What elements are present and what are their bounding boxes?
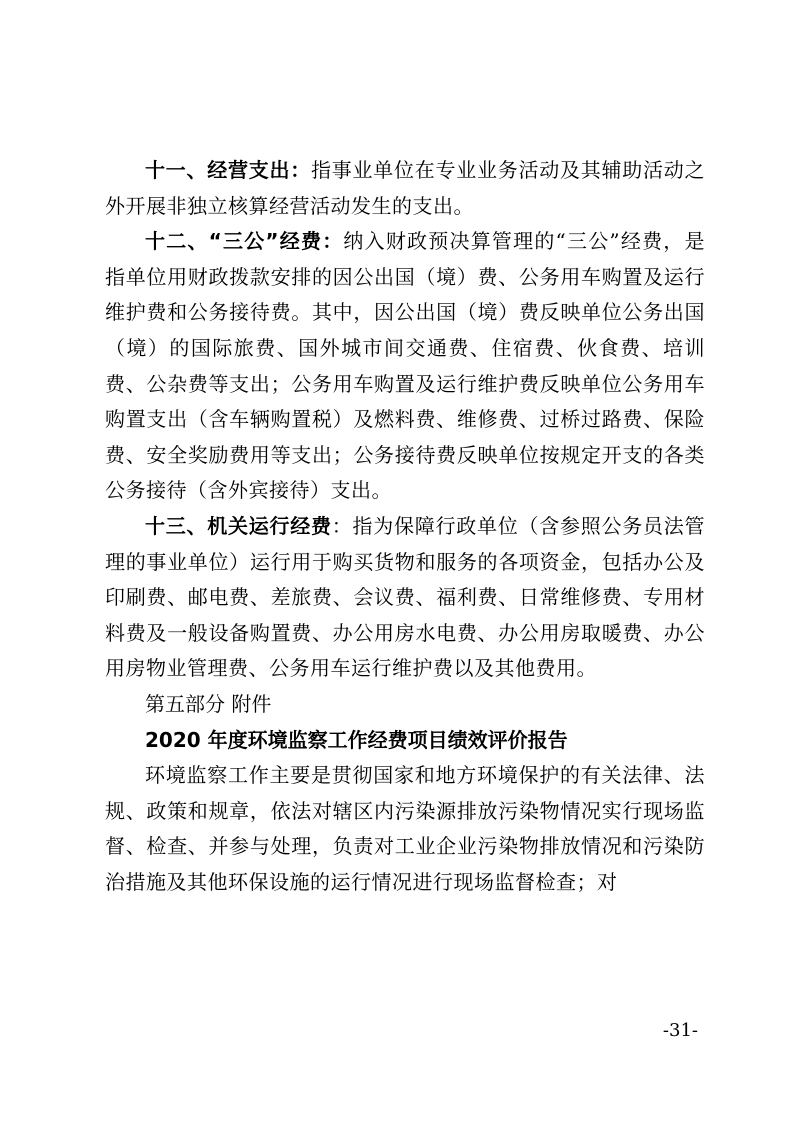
part-title: 第五部分 附件 bbox=[145, 691, 272, 716]
report-title: 2020 年度环境监察工作经费项目绩效评价报告 bbox=[145, 727, 568, 752]
paragraph-text: ：指为保障行政单位（含参照公务员法管理的事业单位）运行用于购买货物和服务的各项资金，包括办公及印刷费、邮电费、差旅费、会议费、福利费、日常维修费、专用材料费及一般设备购置费、办公用房水电费、办公用房取暖费、办公用房物业管理费、公务用车运行维护费以及其他费用。 bbox=[105, 513, 705, 681]
paragraph-lead: 十一、经营支出： bbox=[145, 158, 311, 182]
document-body bbox=[105, 153, 705, 900]
paragraph-report-body: 环境监察工作主要是贯彻国家和地方环境保护的有关法律、法规、政策和规章，依法对辖区内污染源排放污染物情况实行现场监督、检查、并参与处理，负责对工业企业污染物排放情况和污染防治措施及其他环保设施的运行情况进行现场监督检查；对 bbox=[105, 763, 705, 894]
paragraph-text: 纳入财政预决算管理的“三公”经费，是指单位用财政拨款安排的因公出国（境）费、公务用车购置及运行维护费和公务接待费。其中，因公出国（境）费反映单位公务出国（境）的国际旅费、国外城市间交通费、住宿费、伙食费、培训费、公杂费等支出；公务用车购置及运行维护费反映单位公务用车购置支出（含车辆购置税）及燃料费、维修费、过桥过路费、保险费、安全奖励费用等支出；公务接待费反映单位按规定开支的各类公务接待（含外宾接待）支出。 bbox=[105, 229, 705, 503]
paragraph-lead: 十二、“三公”经费： bbox=[145, 229, 344, 254]
paragraph-three-public-expenses bbox=[105, 224, 705, 509]
paragraph-agency-operating-expenses bbox=[105, 509, 705, 687]
page-number: -31- bbox=[662, 1020, 698, 1041]
paragraph-lead: 十三、机关运行经费 bbox=[145, 513, 332, 538]
paragraph-operating-expenses bbox=[105, 153, 705, 224]
paragraph-text: 指事业单位在专业业务活动及其辅助活动之外开展非独立核算经营活动发生的支出。 bbox=[105, 158, 705, 218]
